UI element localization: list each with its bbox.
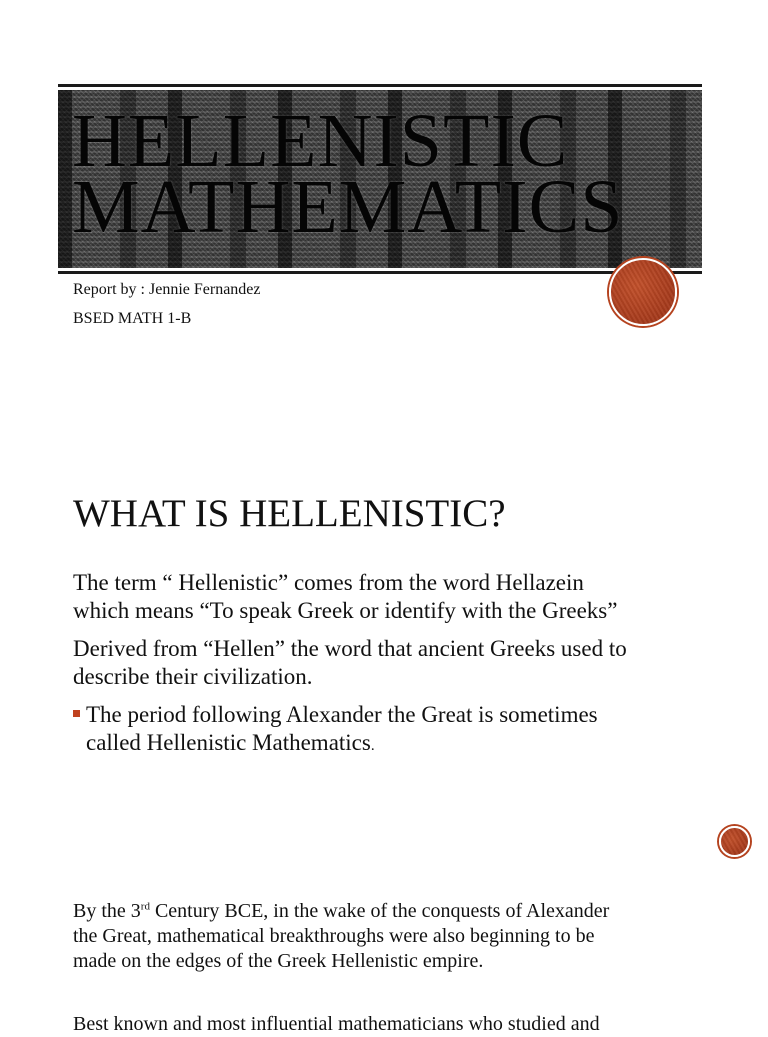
context-line-1-end: Century BCE, in the wake of the conquests of Alexander [149, 900, 610, 922]
circle-ornament-icon [609, 258, 677, 326]
banner-bottom-rule [58, 271, 702, 274]
context-line-1-start: By the 3 [73, 900, 141, 922]
title-banner [58, 90, 702, 268]
definition-paragraph [73, 569, 713, 625]
bullet-line-2: called Hellenistic Mathematics [86, 730, 371, 755]
definition-line-1: The term “ Hellenistic” comes from the word Hellazein [73, 570, 584, 595]
definition-line-2: which means “To speak Greek or identify with the Greeks” [73, 598, 618, 623]
mathematicians-line-1: Best known and most influential mathematicians who studied and [73, 1013, 600, 1035]
context-line-3: made on the edges of the Greek Hellenistic empire. [73, 950, 484, 972]
context-paragraph [73, 899, 693, 974]
ordinal-suffix: rd [140, 900, 150, 913]
title-line-1: HELLENISTIC [72, 99, 569, 183]
bullet-period: . [370, 738, 375, 754]
context-line-2: the Great, mathematical breakthroughs were also beginning to be [73, 925, 595, 947]
banner-top-rule [58, 84, 702, 87]
derivation-line-2: describe their civilization. [73, 664, 313, 689]
title-line-2: MATHEMATICS [72, 165, 624, 249]
bullet-text [86, 701, 598, 760]
slide-title-text [72, 99, 624, 249]
slide-heading: WHAT IS HELLENISTIC? [73, 492, 506, 535]
report-by-label: Report by : Jennie Fernandez [73, 281, 261, 298]
bullet-line-1: The period following Alexander the Great is sometimes [86, 702, 598, 727]
mathematicians-paragraph [73, 1012, 693, 1037]
section-label: BSED MATH 1-B [73, 310, 192, 327]
square-bullet-icon [73, 710, 80, 717]
derivation-paragraph [73, 635, 713, 691]
derivation-line-1: Derived from “Hellen” the word that ancient Greeks used to [73, 636, 627, 661]
context-line-1 [73, 900, 609, 922]
circle-ornament-small-icon [719, 826, 750, 857]
